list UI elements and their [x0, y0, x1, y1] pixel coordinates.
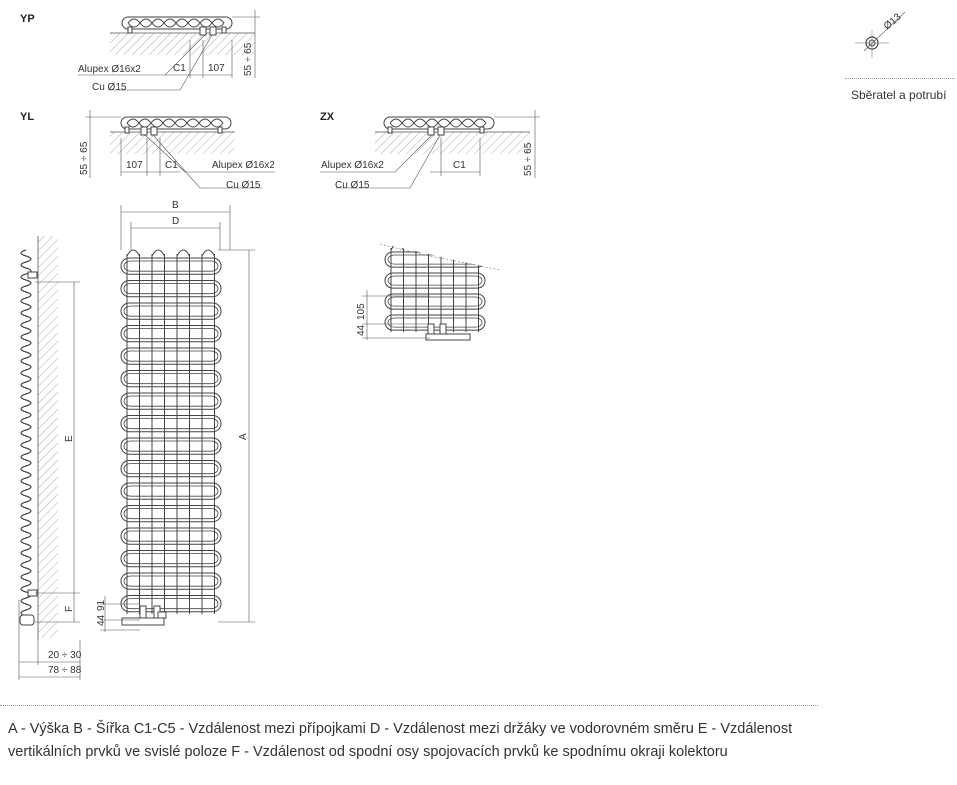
- view-zx-label: ZX: [320, 111, 335, 123]
- view-zx: [320, 110, 540, 191]
- front-a-dim: A: [238, 433, 249, 440]
- yl-wall-hatch: [110, 132, 235, 154]
- yl-depth-dim: 55 ÷ 65: [79, 141, 90, 175]
- yp-c1-dim: C1: [173, 63, 186, 74]
- view-yp: [20, 10, 260, 93]
- yl-cu-label: Cu Ø15: [226, 180, 261, 191]
- view-yl-label: YL: [20, 111, 35, 123]
- yl-c1-dim: C1: [165, 160, 178, 171]
- collector-section: [855, 11, 905, 58]
- front-91-dim: 91: [96, 599, 107, 611]
- yp-depth-dim: 55 ÷ 65: [243, 42, 254, 76]
- yp-cu-label: Cu Ø15: [92, 82, 127, 93]
- zx-cu-label: Cu Ø15: [335, 180, 370, 191]
- side-wall-hatch: [38, 236, 58, 638]
- side-f-dim: F: [64, 605, 75, 612]
- yl-107-dim: 107: [126, 160, 143, 171]
- side-wall-dim-2: 78 ÷ 88: [48, 665, 82, 676]
- legend-separator: [0, 705, 818, 706]
- side-bracket-top: [28, 272, 37, 278]
- side-collector: [20, 615, 34, 625]
- yp-alupex-label: Alupex Ø16x2: [78, 64, 141, 75]
- yp-107-dim: 107: [208, 63, 225, 74]
- zx-depth-dim: 55 ÷ 65: [523, 142, 534, 176]
- yl-alupex-label: Alupex Ø16x2: [212, 160, 275, 171]
- yp-wall-hatch: [110, 33, 255, 55]
- detail-view: [356, 244, 500, 340]
- side-view: [19, 236, 82, 680]
- view-yl: [20, 110, 275, 191]
- zx-wall-hatch: [375, 132, 530, 154]
- detail-44-dim: 44: [356, 324, 367, 336]
- front-weave: [121, 250, 221, 614]
- front-b-dim: B: [172, 200, 179, 211]
- side-wall-dim-1: 20 ÷ 30: [48, 650, 82, 661]
- view-yp-label: YP: [20, 13, 35, 25]
- side-e-dim: E: [64, 435, 75, 442]
- zx-alupex-label: Alupex Ø16x2: [321, 160, 384, 171]
- collector-diameter: Ø13: [881, 11, 904, 33]
- collector-separator: [845, 78, 955, 79]
- side-coil: [21, 250, 31, 622]
- dimension-legend: A - Výška B - Šířka C1-C5 - Vzdálenost mezi přípojkami D - Vzdálenost mezi držáky ve vodorovném směru E - Vzdálenost vertikálních prvků ve svislé poloze F - Vzdálenost od spodní osy spojovacích prvků ke spodnímu okraji kolektoru: [8, 721, 793, 760]
- yp-coil: [122, 17, 232, 35]
- zx-c1-dim: C1: [453, 160, 466, 171]
- front-view: [96, 200, 255, 632]
- detail-valve: [426, 324, 470, 340]
- front-44-dim: 44: [96, 614, 107, 626]
- detail-105-dim: 105: [356, 303, 367, 320]
- collector-caption: Sběratel a potrubí: [851, 88, 947, 102]
- front-d-dim: D: [172, 216, 180, 227]
